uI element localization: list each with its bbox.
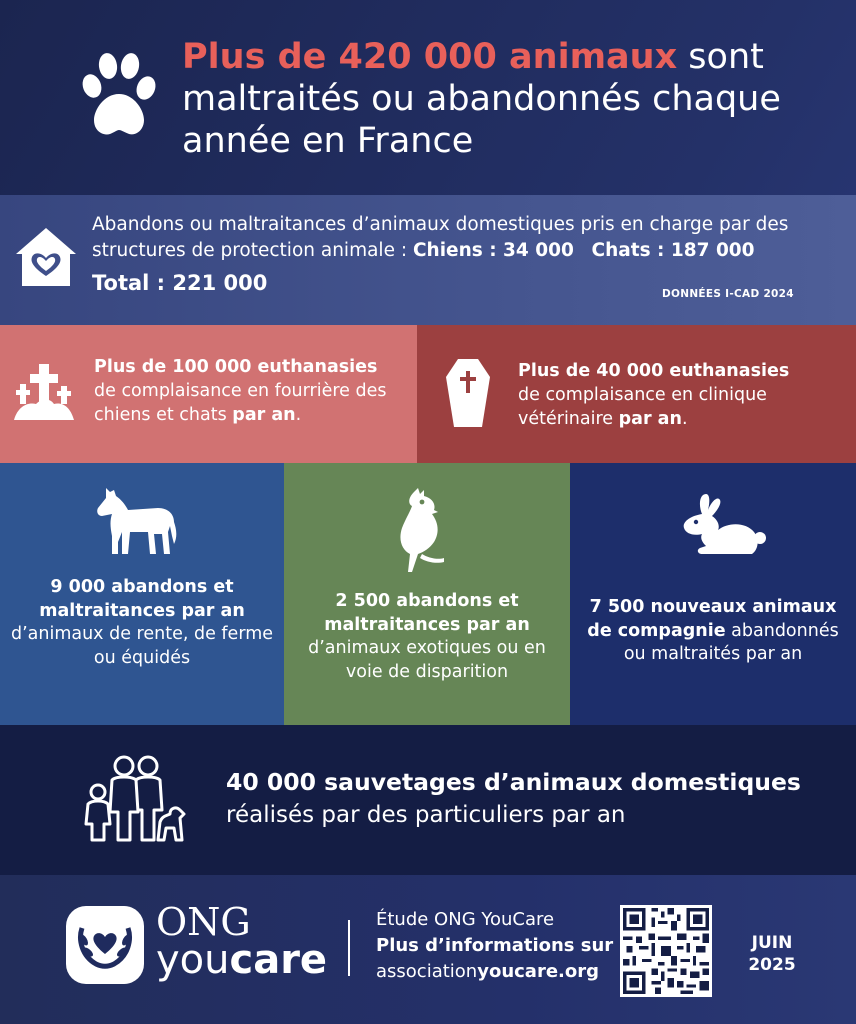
total-count: Total : 221 000 [92,271,268,295]
clinic-euthanasia-line: de complaisance en clinique vétérinaire [518,385,767,429]
exotic-animals-bold: 2 500 abandons et maltraitances par an [324,591,530,635]
rabbit-icon [672,492,766,558]
pound-per-year: par an [232,405,296,425]
laurel-heart-icon [66,906,144,984]
farm-animals-rest: d’animaux de rente, de ferme ou équidés [10,624,274,668]
page-title [182,36,842,162]
website-plain: association [376,961,478,982]
paw-icon [78,52,160,140]
data-source: DONNÉES I-CAD 2024 [662,288,794,300]
cats-count: Chats : 187 000 [591,240,755,261]
rescues-line: réalisés par des particuliers par an [226,802,626,828]
house-heart-icon [14,226,78,288]
domestic-abandon-text [92,212,852,264]
dogs-count: Chiens : 34 000 [412,240,574,261]
logo-youcare-text [156,938,327,982]
logo-care-part: care [229,937,328,983]
publication-date [730,932,814,976]
exotic-animals-text [294,590,560,684]
headline-rest: sont maltraités ou abandonnés chaque année en France [182,37,781,161]
new-pets-bold: 7 500 nouveaux animaux de compagnie [587,597,837,641]
pound-euthanasia-bold: Plus de 100 000 euthanasies [94,357,378,377]
pound-euthanasia-line: de complaisance en fourrière des chiens et chats [94,381,387,425]
qr-code-icon[interactable] [620,905,712,997]
headline-highlight: Plus de 420 000 animaux [182,37,678,77]
footer-divider [348,920,350,976]
date-month: JUIN [751,933,793,953]
parrot-icon [392,488,448,574]
farm-animals-bold: 9 000 abandons et maltraitances par an [39,577,245,621]
domestic-abandon-line: Abandons ou maltraitances d’animaux domestiques pris en charge par des structures de protection animale : [92,214,789,261]
clinic-per-year: par an [618,409,682,429]
clinic-euthanasia-bold: Plus de 40 000 euthanasies [518,361,790,381]
new-pets-rest: abandonnés ou maltraités par an [623,620,839,664]
website-bold: youcare.org [477,961,599,982]
date-year: 2025 [748,955,796,975]
website-link[interactable] [376,959,613,985]
rescues-bold: 40 000 sauvetages d’animaux domestiques [226,768,801,796]
more-info-label: Plus d’informations sur [376,935,614,956]
grave-crosses-icon [14,360,74,422]
study-title: Étude ONG YouCare [376,909,555,930]
logo-ong-text: ONG [156,900,251,944]
family-with-dog-icon [78,752,194,844]
new-pets-text [580,596,846,667]
study-info [376,907,613,985]
coffin-icon [442,357,494,429]
clinic-period: . [681,409,688,429]
logo-you-part: you [156,937,230,983]
logo[interactable] [66,906,144,984]
horse-icon [92,486,178,556]
pound-euthanasia-text [94,355,412,427]
clinic-euthanasia-text [518,359,848,431]
pound-period: . [295,405,302,425]
farm-animals-text [10,576,274,670]
exotic-animals-rest: d’animaux exotiques ou en voie de disparition [308,638,546,682]
